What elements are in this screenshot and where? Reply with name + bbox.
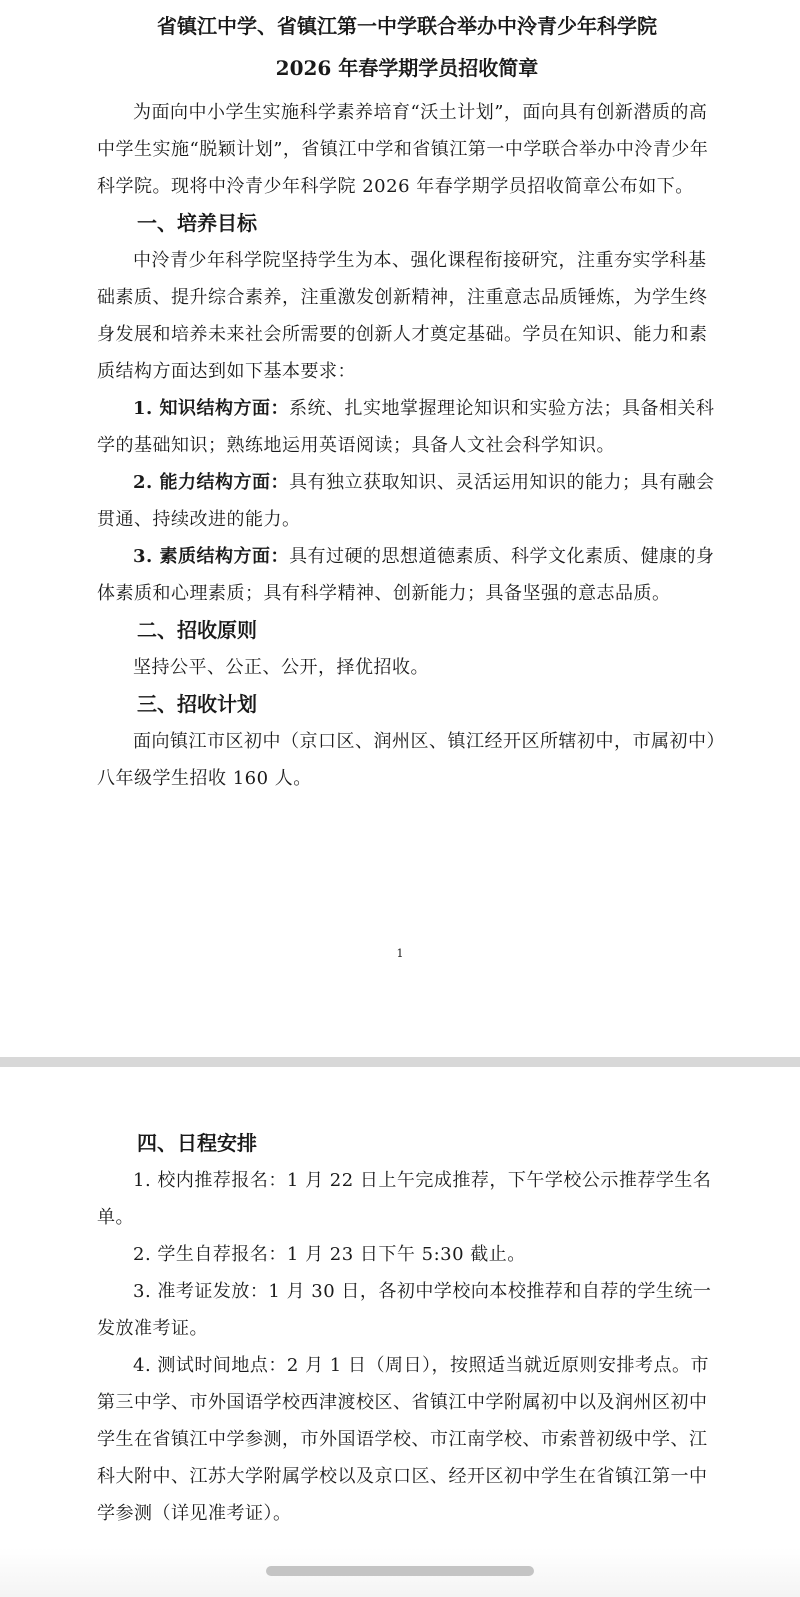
requirement-3-label: 3. 素质结构方面： (133, 546, 290, 567)
section-2-body: 坚持公平、公正、公开，择优招收。 (133, 657, 429, 678)
requirement-2-text: 具有独立获取知识、灵活运用知识的能力；具有融会贯通、持续改进的能力。 (97, 472, 715, 530)
section-1-heading: 一、培养目标 (137, 211, 257, 235)
requirement-3 (97, 538, 717, 612)
section-3-heading: 三、招收计划 (137, 692, 257, 716)
section-1-body: 中泠青少年科学院坚持学生为本、强化课程衔接研究，注重夯实学科基础素质、提升综合素养，注重激发创新精神，注重意志品质锤炼，为学生终身发展和培养未来社会所需要的创新人才奠定基础。学员在知识、能力和素质结构方面达到如下基本要求： (97, 250, 708, 382)
schedule-item-1: 1. 校内推荐报名：1 月 22 日上午完成推荐，下午学校公示推荐学生名单。 (97, 1170, 712, 1228)
section-3-body: 面向镇江市区初中（京口区、润州区、镇江经开区所辖初中，市属初中）八年级学生招收 160 人。 (97, 731, 716, 789)
document-title-line-1: 省镇江中学、省镇江第一中学联合举办中泠青少年科学院 (157, 14, 657, 38)
section-2-heading: 二、招收原则 (137, 618, 257, 642)
home-indicator[interactable] (266, 1566, 534, 1576)
requirement-2-label: 2. 能力结构方面： (133, 472, 290, 493)
page-separator (0, 1057, 800, 1067)
schedule-item-2: 2. 学生自荐报名：1 月 23 日下午 5:30 截止。 (133, 1244, 526, 1265)
page-1-content (97, 10, 717, 797)
requirement-2 (97, 464, 717, 538)
requirement-1-label: 1. 知识结构方面： (133, 398, 290, 419)
section-4-heading: 四、日程安排 (137, 1131, 257, 1155)
requirement-1-text: 系统、扎实地掌握理论知识和实验方法；具备相关科学的基础知识；熟练地运用英语阅读；具备人文社会科学知识。 (97, 398, 715, 456)
page-2-content (97, 1125, 717, 1532)
schedule-item-3: 3. 准考证发放：1 月 30 日，各初中学校向本校推荐和自荐的学生统一发放准考证。 (97, 1281, 712, 1339)
document-page-2 (0, 1067, 800, 1597)
schedule-item-4: 4. 测试时间地点：2 月 1 日（周日），按照适当就近原则安排考点。市第三中学、市外国语学校西津渡校区、省镇江中学附属初中以及润州区初中学生在省镇江中学参测，市外国语学校、市江南学校、市索普初级中学、江科大附中、江苏大学附属学校以及京口区、经开区初中学生在省镇江第一中学参测（详见准考证）。 (97, 1355, 709, 1524)
requirement-1 (97, 390, 717, 464)
requirement-3-text: 具有过硬的思想道德素质、科学文化素质、健康的身体素质和心理素质；具有科学精神、创新能力；具备坚强的意志品质。 (97, 546, 715, 604)
document-title-line-2: 2026 年春学期学员招收简章 (275, 56, 539, 80)
page-number: 1 (396, 947, 404, 960)
intro-paragraph: 为面向中小学生实施科学素养培育“沃土计划”，面向具有创新潜质的高中学生实施“脱颖计划”，省镇江中学和省镇江第一中学联合举办中泠青少年科学院。现将中泠青少年科学院 2026 年春学期学员招收简章公布如下。 (97, 102, 709, 197)
